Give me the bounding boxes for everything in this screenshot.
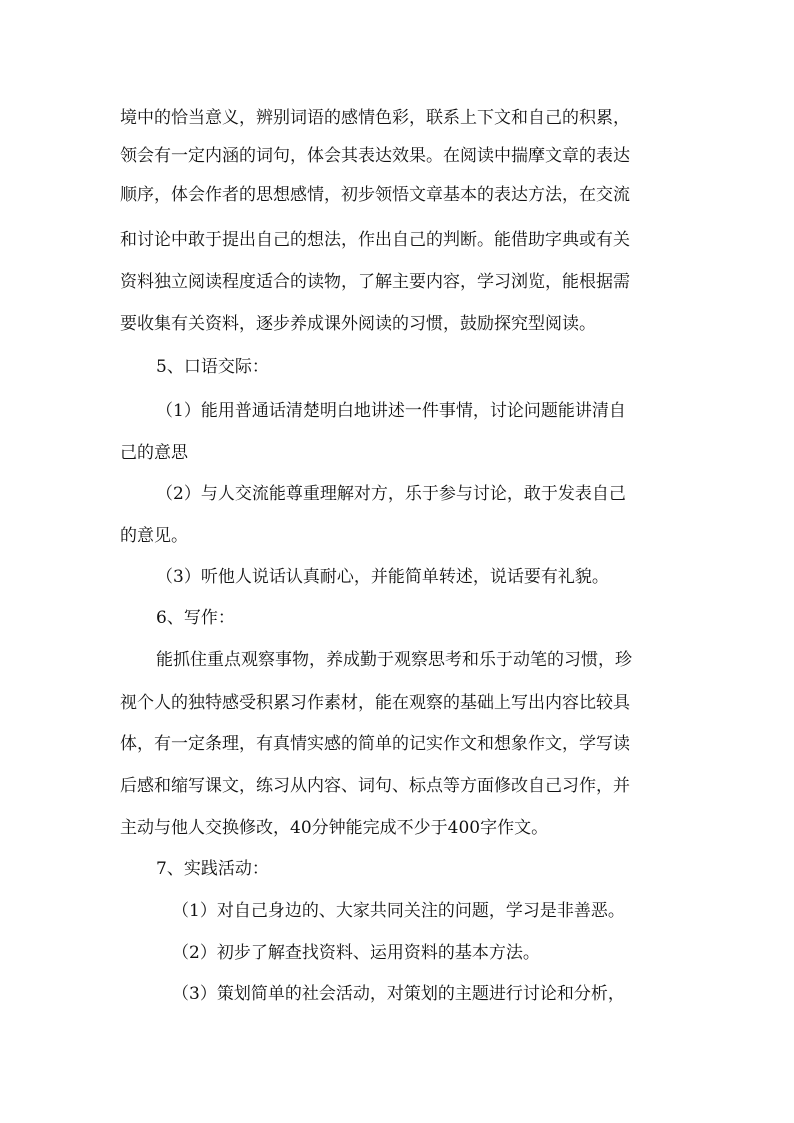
text-line: 顺序，体会作者的思想感情，初步领悟文章基本的表达方法，在交流 (120, 185, 630, 205)
section-heading: 6、写作： (156, 608, 235, 628)
text-line: （1）能用普通话清楚明白地讲述一件事情，讨论问题能讲清自 (156, 401, 626, 421)
text-line: 主动与他人交换修改，40分钟能完成不少于400字作文。 (120, 818, 549, 838)
section-heading: 5、口语交际： (156, 357, 269, 377)
text-line: （2）与人交流能尊重理解对方，乐于参与讨论，敢于发表自己 (156, 484, 626, 504)
text-line: 能抓住重点观察事物，养成勤于观察思考和乐于动笔的习惯，珍 (156, 650, 632, 670)
text-line: 要收集有关资料，逐步养成课外阅读的习惯，鼓励探究型阅读。 (120, 314, 596, 334)
text-line: 领会有一定内涵的词句，体会其表达效果。在阅读中揣摩文章的表达 (120, 146, 630, 166)
text-line: 视个人的独特感受积累习作素材，能在观察的基础上写出内容比较具 (120, 693, 630, 713)
section-heading: 7、实践活动： (156, 859, 269, 879)
text-line: （3）策划简单的社会活动，对策划的主题进行讨论和分析， (172, 984, 625, 1004)
text-line: 和讨论中敢于提出自己的想法，作出自己的判断。能借助字典或有关 (120, 230, 630, 250)
text-line: 的意见。 (120, 526, 188, 546)
text-line: 资料独立阅读程度适合的读物，了解主要内容，学习浏览，能根据需 (120, 272, 630, 292)
text-line: 后感和缩写课文，练习从内容、词句、标点等方面修改自己习作，并 (120, 776, 630, 796)
text-line: 境中的恰当意义，辨别词语的感情色彩，联系上下文和自己的积累， (120, 108, 630, 128)
text-line: （1）对自己身边的、大家共同关注的问题，学习是非善恶。 (172, 901, 625, 921)
text-line: （2）初步了解查找资料、运用资料的基本方法。 (172, 943, 540, 963)
text-line: 己的意思 (120, 443, 188, 463)
text-line: （3）听他人说话认真耐心，并能简单转述，说话要有礼貌。 (156, 567, 609, 587)
text-line: 体，有一定条理，有真情实感的简单的记实作文和想象作文，学写读 (120, 734, 630, 754)
